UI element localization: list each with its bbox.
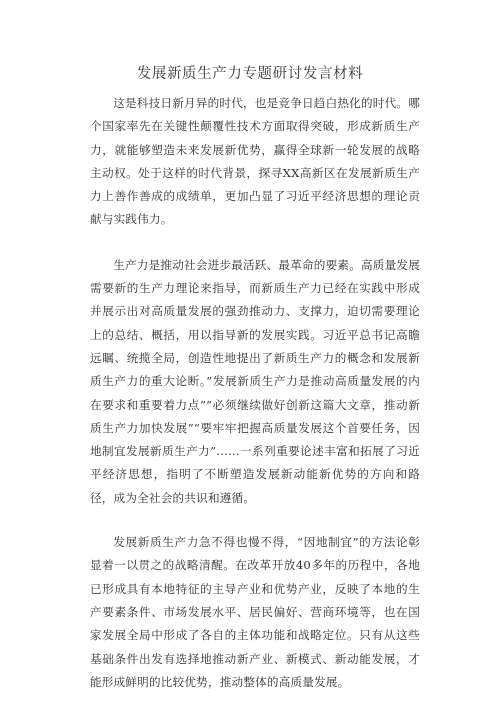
paragraph-1: 这是科技日新月异的时代，也是竞争日趋白热化的时代。哪个国家率先在关键性颠覆性技术方面取得突破，形成新质生产力，就能够塑造未来发展新优势，赢得全球新一轮发展的战略主动权。处于这样的时代背景，探寻XX高新区在发展新质生产力上善作善成的成绩单，更加凸显了习近平经济思想的理论贡献与实践伟力。 xyxy=(90,96,420,227)
document-title: 发展新质生产力专题研讨发言材料 xyxy=(136,66,364,82)
document-body xyxy=(90,92,420,716)
paragraph-3: 发展新质生产力急不得也慢不得，“因地制宜”的方法论彰显着一以贯之的战略清醒。在改革开放40多年的历程中，各地已形成具有本地特征的主导产业和优势产业，反映了本地的生产要素条件、市场发展水平、居民偏好、营商环境等，也在国家发展全局中形成了各自的主体功能和战略定位。只有从这些基础条件出发有选择地推动新产业、新模式、新动能发展，才能形成鲜明的比较优势，推动整体的高质量发展。 xyxy=(90,535,420,689)
paragraph-2: 生产力是推动社会进步最活跃、最革命的要素。高质量发展需要新的生产力理论来指导，而新质生产力已经在实践中形成并展示出对高质量发展的强劲推动力、支撑力，迫切需要理论上的总结、概括，用以指导新的发展实践。习近平总书记高瞻远瞩、统揽全局，创造性地提出了新质生产力的概念和发展新质生产力的重大论断。”发展新质生产力是推动高质量发展的内在要求和重要着力点”“必须继续做好创新这篇大文章，推动新质生产力加快发展”“要牢牢把握高质量发展这个首要任务，因地制宜发展新质生产力”……一系列重要论述丰富和拓展了习近平经济思想，指明了不断塑造发展新动能新优势的方向和路径，成为全社会的共识和遵循。 xyxy=(90,257,420,505)
